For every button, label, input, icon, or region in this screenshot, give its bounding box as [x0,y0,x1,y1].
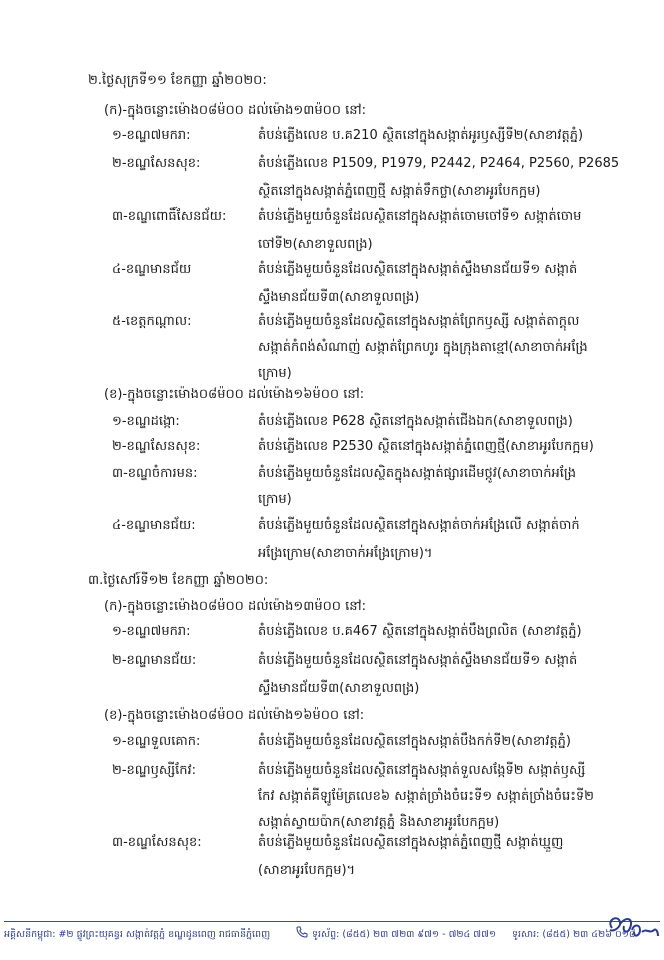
description-line: តំបន់ភ្លើងលេខ P628 ស្ថិតនៅក្នុងសង្កាត់ជើងឯក(សាខាទួលពង្រ) [258,414,573,429]
location-description [258,127,634,145]
location-description [258,155,634,201]
description-line: សង្កាត់ស្វាយប៉ាក(សាខាវត្តភ្នំ និងសាខាអូរបែកក្អម) [258,815,500,830]
location-description [258,313,634,383]
phone-icon [296,926,308,938]
location-description [258,623,634,641]
footer-telephone: ទូរស័ព្ទ: (៨៥៥) ២៣ ៧២៣ ៩៧១ - ៧២៤ ៧៧១ [312,929,497,940]
location-label: ១-ខណ្ឌដង្កោ: [112,414,180,429]
location-description [258,762,634,832]
location-label: ៥-ខេត្តកណ្ដាល: [112,314,192,329]
location-label: ៣-ខណ្ឌចំការមន: [112,466,198,481]
description-line: តំបន់ភ្លើងមួយចំនួនដែលស្ថិតនៅក្នុងសង្កាត់ទួលសង្កែទី២ សង្កាត់ឫស្សី [258,763,586,778]
description-line: តំបន់ភ្លើងលេខ P1509, P1979, P2442, P2464, P2560, P2685 [258,156,620,171]
description-line: អង្រែក្រោម(សាខាចាក់អង្រែក្រោម)។ [258,546,433,561]
description-line: តំបន់ភ្លើងមួយចំនួនដែលស្ថិតនៅក្នុងសង្កាត់បឹងកក់ទី២(សាខាវត្តភ្នំ) [258,734,571,749]
footer-address: អគ្គិសនីកម្ពុជា: #២ ផ្លូវព្រះយុគន្ធរ សង្កាត់វត្តភ្នំ ខណ្ឌដូនពេញ រាជធានីភ្នំពេញ [4,929,271,940]
location-label: ២-ខណ្ឌមានជ័យ: [112,653,197,668]
footer-divider [4,921,660,922]
description-line: (សាខាអូរបែកក្អម)។ [258,863,356,878]
location-label: ៤-ខណ្ឌមានជ័យ [112,262,192,277]
location-label: ៣-ខណ្ឌសែនសុខ: [112,835,202,850]
description-line: តំបន់ភ្លើងមួយចំនួនដែលស្ថិតក្នុងសង្កាត់ផ្សារដើមថ្កូវ(សាខាចាក់អង្រែ [258,466,576,481]
location-description [258,465,634,509]
description-line: តំបន់ភ្លើងលេខ ប.គ467 ស្ថិតនៅក្នុងសង្កាត់បឹងព្រលិត (សាខាវត្តភ្នំ) [258,624,582,639]
signature-initials [604,910,660,950]
location-label: ១-ខណ្ឌ៧មករា: [112,624,191,639]
location-description [258,733,634,751]
location-description [258,413,634,431]
location-description [258,208,634,254]
description-line: ក្រោម) [258,366,292,381]
location-label: ១-ខណ្ឌទួលគោក: [112,734,201,749]
location-label: ២-ខណ្ឌសែនសុខ: [112,156,201,171]
description-line: ស្ទឹងមានជ័យទី៣(សាខាទួលពង្រ) [258,681,420,696]
description-line: ក្រោម) [258,492,292,507]
location-label: ៣-ខណ្ឌពោធិ៍សែនជ័យ: [112,209,227,224]
description-line: តំបន់ភ្លើងមួយចំនួនដែលស្ថិតនៅក្នុងសង្កាត់ភ្នំពេញថ្មី សង្កាត់ឃ្មួញ [258,835,564,850]
period-heading: (ខ)-ក្នុងចន្លោះម៉ោង០៨ម៉០០ ដល់ម៉ោង១៦ម៉០០ នៅ: [104,387,365,402]
description-line: តំបន់ភ្លើងលេខ ប.គ210 ស្ថិតនៅក្នុងសង្កាត់អូរឫស្សីទី២(សាខាវត្តភ្នំ) [258,128,584,143]
description-line: កែវ សង្កាត់គីឡូម៉ែត្រលេខ៦ សង្កាត់ច្រាំងចំរេះទី១ សង្កាត់ច្រាំងចំរេះទី២ [258,789,595,804]
period-heading: (ក)-ក្នុងចន្លោះម៉ោង០៨ម៉០០ ដល់ម៉ោង១៣ម៉០០ នៅ: [104,599,367,614]
description-line: ស្ថិតនៅក្នុងសង្កាត់ភ្នំពេញថ្មី សង្កាត់ទឹកថ្លា(សាខាអូរបែកក្អម) [258,184,541,199]
location-label: ២-ខណ្ឌឫស្សីកែវ: [112,763,197,778]
description-line: តំបន់ភ្លើងមួយចំនួនដែលស្ថិតនៅក្នុងសង្កាត់ព្រែកឫស្សី សង្កាត់តាក្ដុល [258,314,580,329]
location-description [258,652,634,698]
description-line: សង្កាត់កំពង់សំណាញ់ សង្កាត់ព្រែកហូរ ក្នុងក្រុងតាខ្មៅ(សាខាចាក់អង្រែ [258,340,588,355]
location-description [258,834,634,880]
description-line: តំបន់ភ្លើងមួយចំនួនដែលស្ថិតនៅក្នុងសង្កាត់ស្ទឹងមានជ័យទី១ សង្កាត់ [258,653,578,668]
description-line: តំបន់ភ្លើងមួយចំនួនដែលស្ថិតនៅក្នុងសង្កាត់ចោមចៅទី១ សង្កាត់ចោម [258,209,582,224]
location-label: ២-ខណ្ឌសែនសុខ: [112,439,201,454]
day-heading: ៣.ថ្ងៃសៅរ៍ទី១២ ខែកញ្ញា ឆ្នាំ២០២០: [88,573,269,588]
description-line: តំបន់ភ្លើងមួយចំនួនដែលស្ថិតនៅក្នុងសង្កាត់ចាក់អង្រែលើ សង្កាត់ចាក់ [258,518,580,533]
location-label: ១-ខណ្ឌ៧មករា: [112,128,191,143]
location-description [258,261,634,307]
location-description [258,517,634,563]
description-line: តំបន់ភ្លើងលេខ P2530 ស្ថិតនៅក្នុងសង្កាត់ភ្នំពេញថ្មី(សាខាអូរបែកក្អម) [258,439,594,454]
description-line: ចៅទី២(សាខាទួលពង្រ) [258,237,373,252]
period-heading: (ខ)-ក្នុងចន្លោះម៉ោង០៨ម៉០០ ដល់ម៉ោង១៦ម៉០០ នៅ: [104,708,365,723]
day-heading: ២.ថ្ងៃសុក្រទី១១ ខែកញ្ញា ឆ្នាំ២០២០: [88,73,267,88]
location-description [258,438,634,456]
location-label: ៤-ខណ្ឌមានជ័យ: [112,518,196,533]
description-line: ស្ទឹងមានជ័យទី៣(សាខាទួលពង្រ) [258,290,420,305]
description-line: តំបន់ភ្លើងមួយចំនួនដែលស្ថិតនៅក្នុងសង្កាត់ស្ទឹងមានជ័យទី១ សង្កាត់ [258,262,578,277]
period-heading: (ក)-ក្នុងចន្លោះម៉ោង០៨ម៉០០ ដល់ម៉ោង១៣ម៉០០ នៅ: [104,103,367,118]
footer-fax: ទូរសារ: (៨៥៥) ២៣ ៤២៦ ០១៨ [512,929,636,940]
